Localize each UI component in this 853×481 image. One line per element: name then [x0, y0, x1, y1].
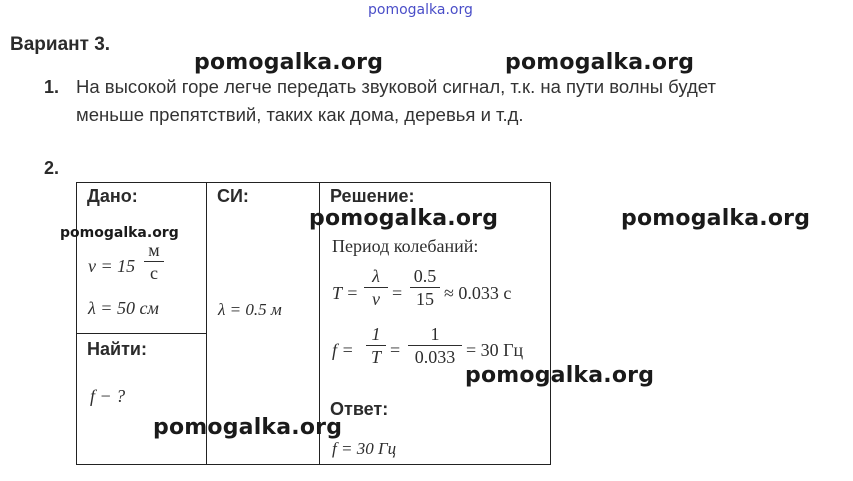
question-1-number: 1. — [44, 77, 60, 97]
variant-title: Вариант 3. — [10, 34, 111, 55]
watermark-text: pomogalka.org — [60, 225, 179, 241]
velocity-unit-fraction — [144, 240, 164, 283]
frequency-lhs: f = — [332, 340, 354, 360]
question-1-line-1: На высокой горе легче передать звуковой сигнал, т.к. на пути волны будет — [76, 76, 716, 97]
solution-intro: Период колебаний: — [332, 236, 479, 256]
frequency-result: = 30 Гц — [466, 340, 524, 360]
watermark-text: pomogalka.org — [309, 206, 499, 231]
solution-header: Решение: — [330, 186, 415, 206]
watermark-text: pomogalka.org — [153, 415, 343, 440]
watermark-text: pomogalka.org — [465, 363, 655, 388]
period-fraction-numerator: λ — [372, 266, 380, 286]
watermark-text: pomogalka.org — [505, 50, 695, 75]
fraction-bar — [408, 345, 462, 346]
period-lhs: T = — [332, 283, 359, 303]
frequency-fraction-values — [408, 324, 462, 367]
period-values-denominator: 15 — [416, 289, 434, 309]
given-wavelength: λ = 50 см — [88, 298, 159, 318]
velocity-unit-denominator: с — [150, 263, 158, 283]
find-frequency: f − ? — [90, 386, 126, 406]
fraction-bar — [366, 345, 386, 346]
watermark-top-link[interactable]: pomogalka.org — [368, 2, 473, 18]
find-header: Найти: — [87, 339, 147, 359]
frequency-fraction-numerator: 1 — [371, 324, 381, 344]
question-2-number: 2. — [44, 158, 60, 178]
fraction-bar — [364, 287, 388, 288]
frequency-values-numerator: 1 — [430, 324, 440, 344]
watermark-text: pomogalka.org — [194, 50, 384, 75]
given-find-divider — [77, 333, 207, 334]
answer-header: Ответ: — [330, 399, 389, 419]
period-fraction-lambda-over-v — [364, 266, 388, 309]
answer-value: f = 30 Гц — [332, 439, 397, 458]
given-header: Дано: — [87, 186, 138, 206]
equals-sign: = — [390, 340, 401, 360]
si-header: СИ: — [217, 186, 249, 206]
period-fraction-values — [410, 266, 440, 309]
given-velocity: v = 15 — [88, 256, 136, 276]
fraction-bar — [144, 261, 164, 262]
frequency-values-denominator: 0.033 — [414, 347, 456, 367]
velocity-unit-numerator: м — [148, 240, 160, 260]
si-wavelength: λ = 0.5 м — [218, 300, 282, 319]
equals-sign: = — [392, 283, 403, 303]
frequency-fraction-denominator: T — [370, 347, 381, 367]
fraction-bar — [410, 287, 440, 288]
period-values-numerator: 0.5 — [413, 266, 437, 286]
watermark-text: pomogalka.org — [621, 206, 811, 231]
question-1-line-2: меньше препятствий, таких как дома, деревья и т.д. — [76, 104, 524, 125]
frequency-fraction-one-over-T — [366, 324, 386, 367]
period-fraction-denominator: v — [372, 289, 380, 309]
period-result: ≈ 0.033 с — [444, 283, 512, 303]
